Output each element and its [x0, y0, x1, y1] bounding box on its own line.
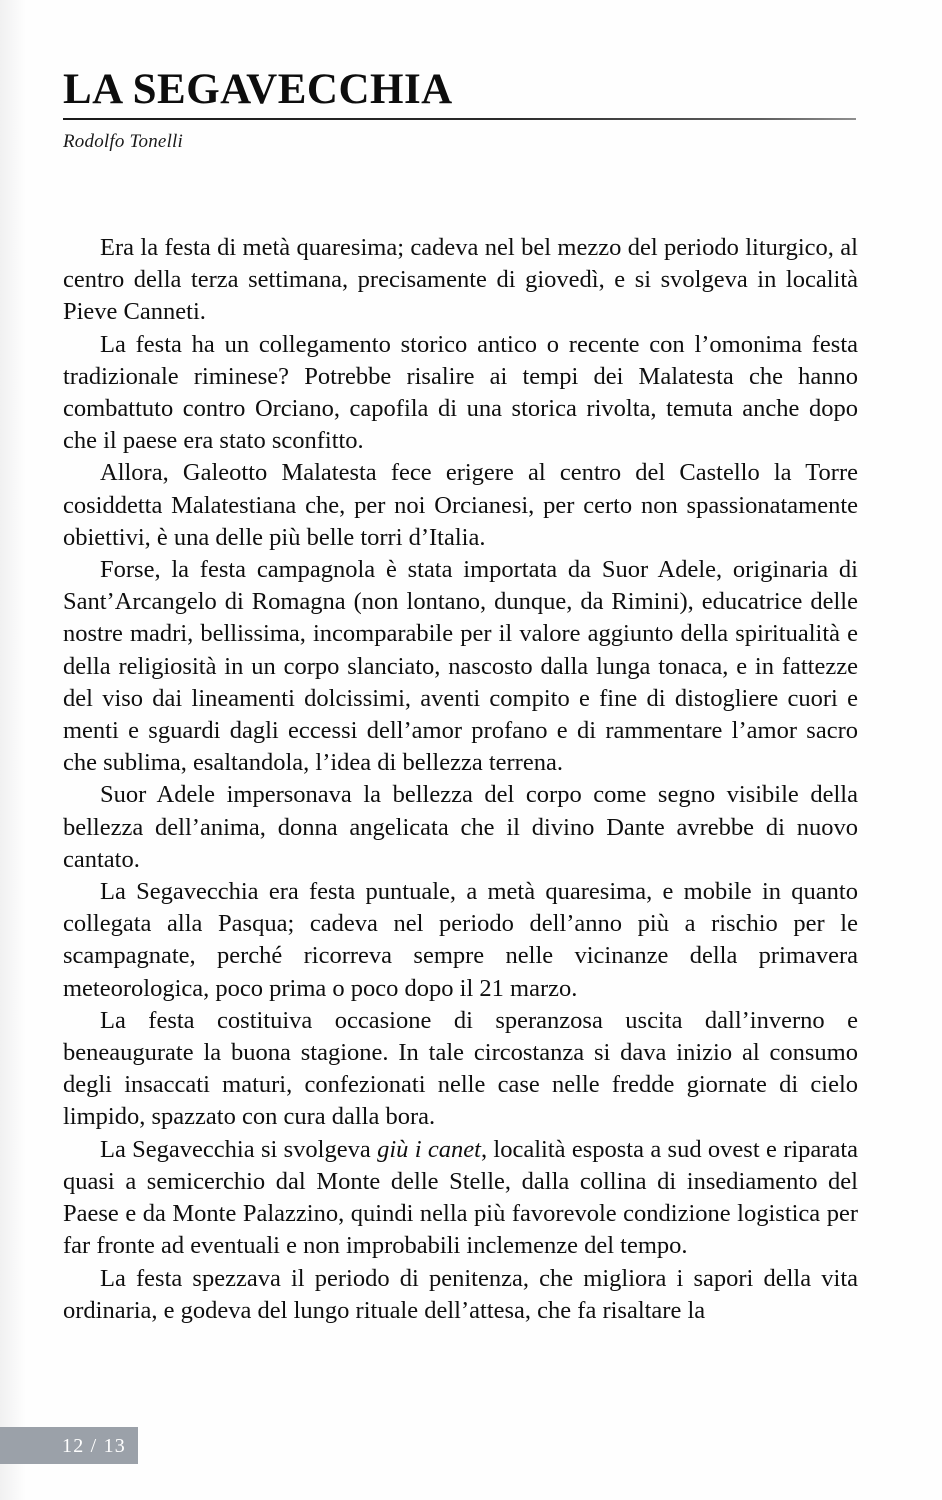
article-body [63, 232, 858, 1327]
paragraph: Forse, la festa campagnola è stata importata da Suor Adele, originaria di Sant’Arcangelo di Romagna (non lontano, dunque, da Rimini), educatrice delle nostre madri, bellissima, incomparabile per il valore aggiunto della spiritualità e della religiosità in un corpo slanciato, nascosto dalla lunga tonaca, e in fattezze del viso dai lineamenti dolcissimi, aventi compito e fine di distogliere cuori e menti e sguardi dagli eccessi dell’amor profano e di rammentare l’amor sacro che sublima, esaltandola, l’idea di bellezza terrena. [63, 556, 858, 777]
paragraph-with-emphasis [63, 1134, 858, 1263]
paragraph: Allora, Galeotto Malatesta fece erigere al centro del Castello la Torre cosiddetta Malatestiana che, per noi Orcianesi, per certo non spassionatamente obiettivi, è una delle più belle torri d’Italia. [63, 459, 858, 551]
title-divider [63, 118, 856, 120]
author-byline: Rodolfo Tonelli [63, 130, 184, 152]
paragraph: La festa costituiva occasione di speranzosa uscita dall’inverno e beneaugurate la buona stagione. In tale circostanza si dava inizio al consumo degli insaccati maturi, confezionati nelle case nelle fredde giornate di cielo limpido, spazzato con cura dalla bora. [63, 1006, 858, 1131]
paragraph: La festa ha un collegamento storico antico o recente con l’omonima festa tradizionale riminese? Potrebbe risalire ai tempi dei Malatesta che hanno combattuto contro Orciano, capofila di una storica rivolta, temuta anche dopo che il paese era stato sconfitto. [63, 330, 858, 455]
article-header [63, 68, 858, 153]
scan-gutter-shadow [0, 0, 26, 1500]
paragraph: La Segavecchia era festa puntuale, a metà quaresima, e mobile in quanto collegata alla Pasqua; cadeva nel periodo dell’anno più a rischio per le scampagnate, perché ricorreva sempre nelle vicinanze della primavera meteorologica, poco prima o poco dopo il 21 marzo. [63, 878, 858, 1002]
page-number-block [0, 1427, 138, 1464]
emphasized-dialect-phrase: giù i canet [377, 1135, 481, 1163]
paragraph-text-after: , località esposta a sud ovest e riparata quasi a semicerchio dal Monte delle Stelle, dalla collina di insediamento del Paese e da Monte Palazzino, quindi nella più favorevole condizione logistica per far fronte ad eventuali e non improbabili inclemenze del tempo. [63, 1135, 858, 1260]
paragraph: Suor Adele impersonava la bellezza del corpo come segno visibile della bellezza dell’anima, donna angelicata che il divino Dante avrebbe di nuovo cantato. [63, 781, 858, 873]
paragraph: La festa spezzava il periodo di penitenza, che migliora i sapori della vita ordinaria, e godeva del lungo rituale dell’attesa, che fa risaltare la [63, 1264, 858, 1324]
page-title: LA SEGAVECCHIA [63, 66, 453, 113]
paragraph-text-before: La Segavecchia si svolgeva [100, 1135, 378, 1163]
page-number-label: 12 / 13 [62, 1434, 126, 1457]
paragraph: Era la festa di metà quaresima; cadeva nel bel mezzo del periodo liturgico, al centro della terza settimana, precisamente di giovedì, e si svolgeva in località Pieve Canneti. [63, 234, 858, 326]
